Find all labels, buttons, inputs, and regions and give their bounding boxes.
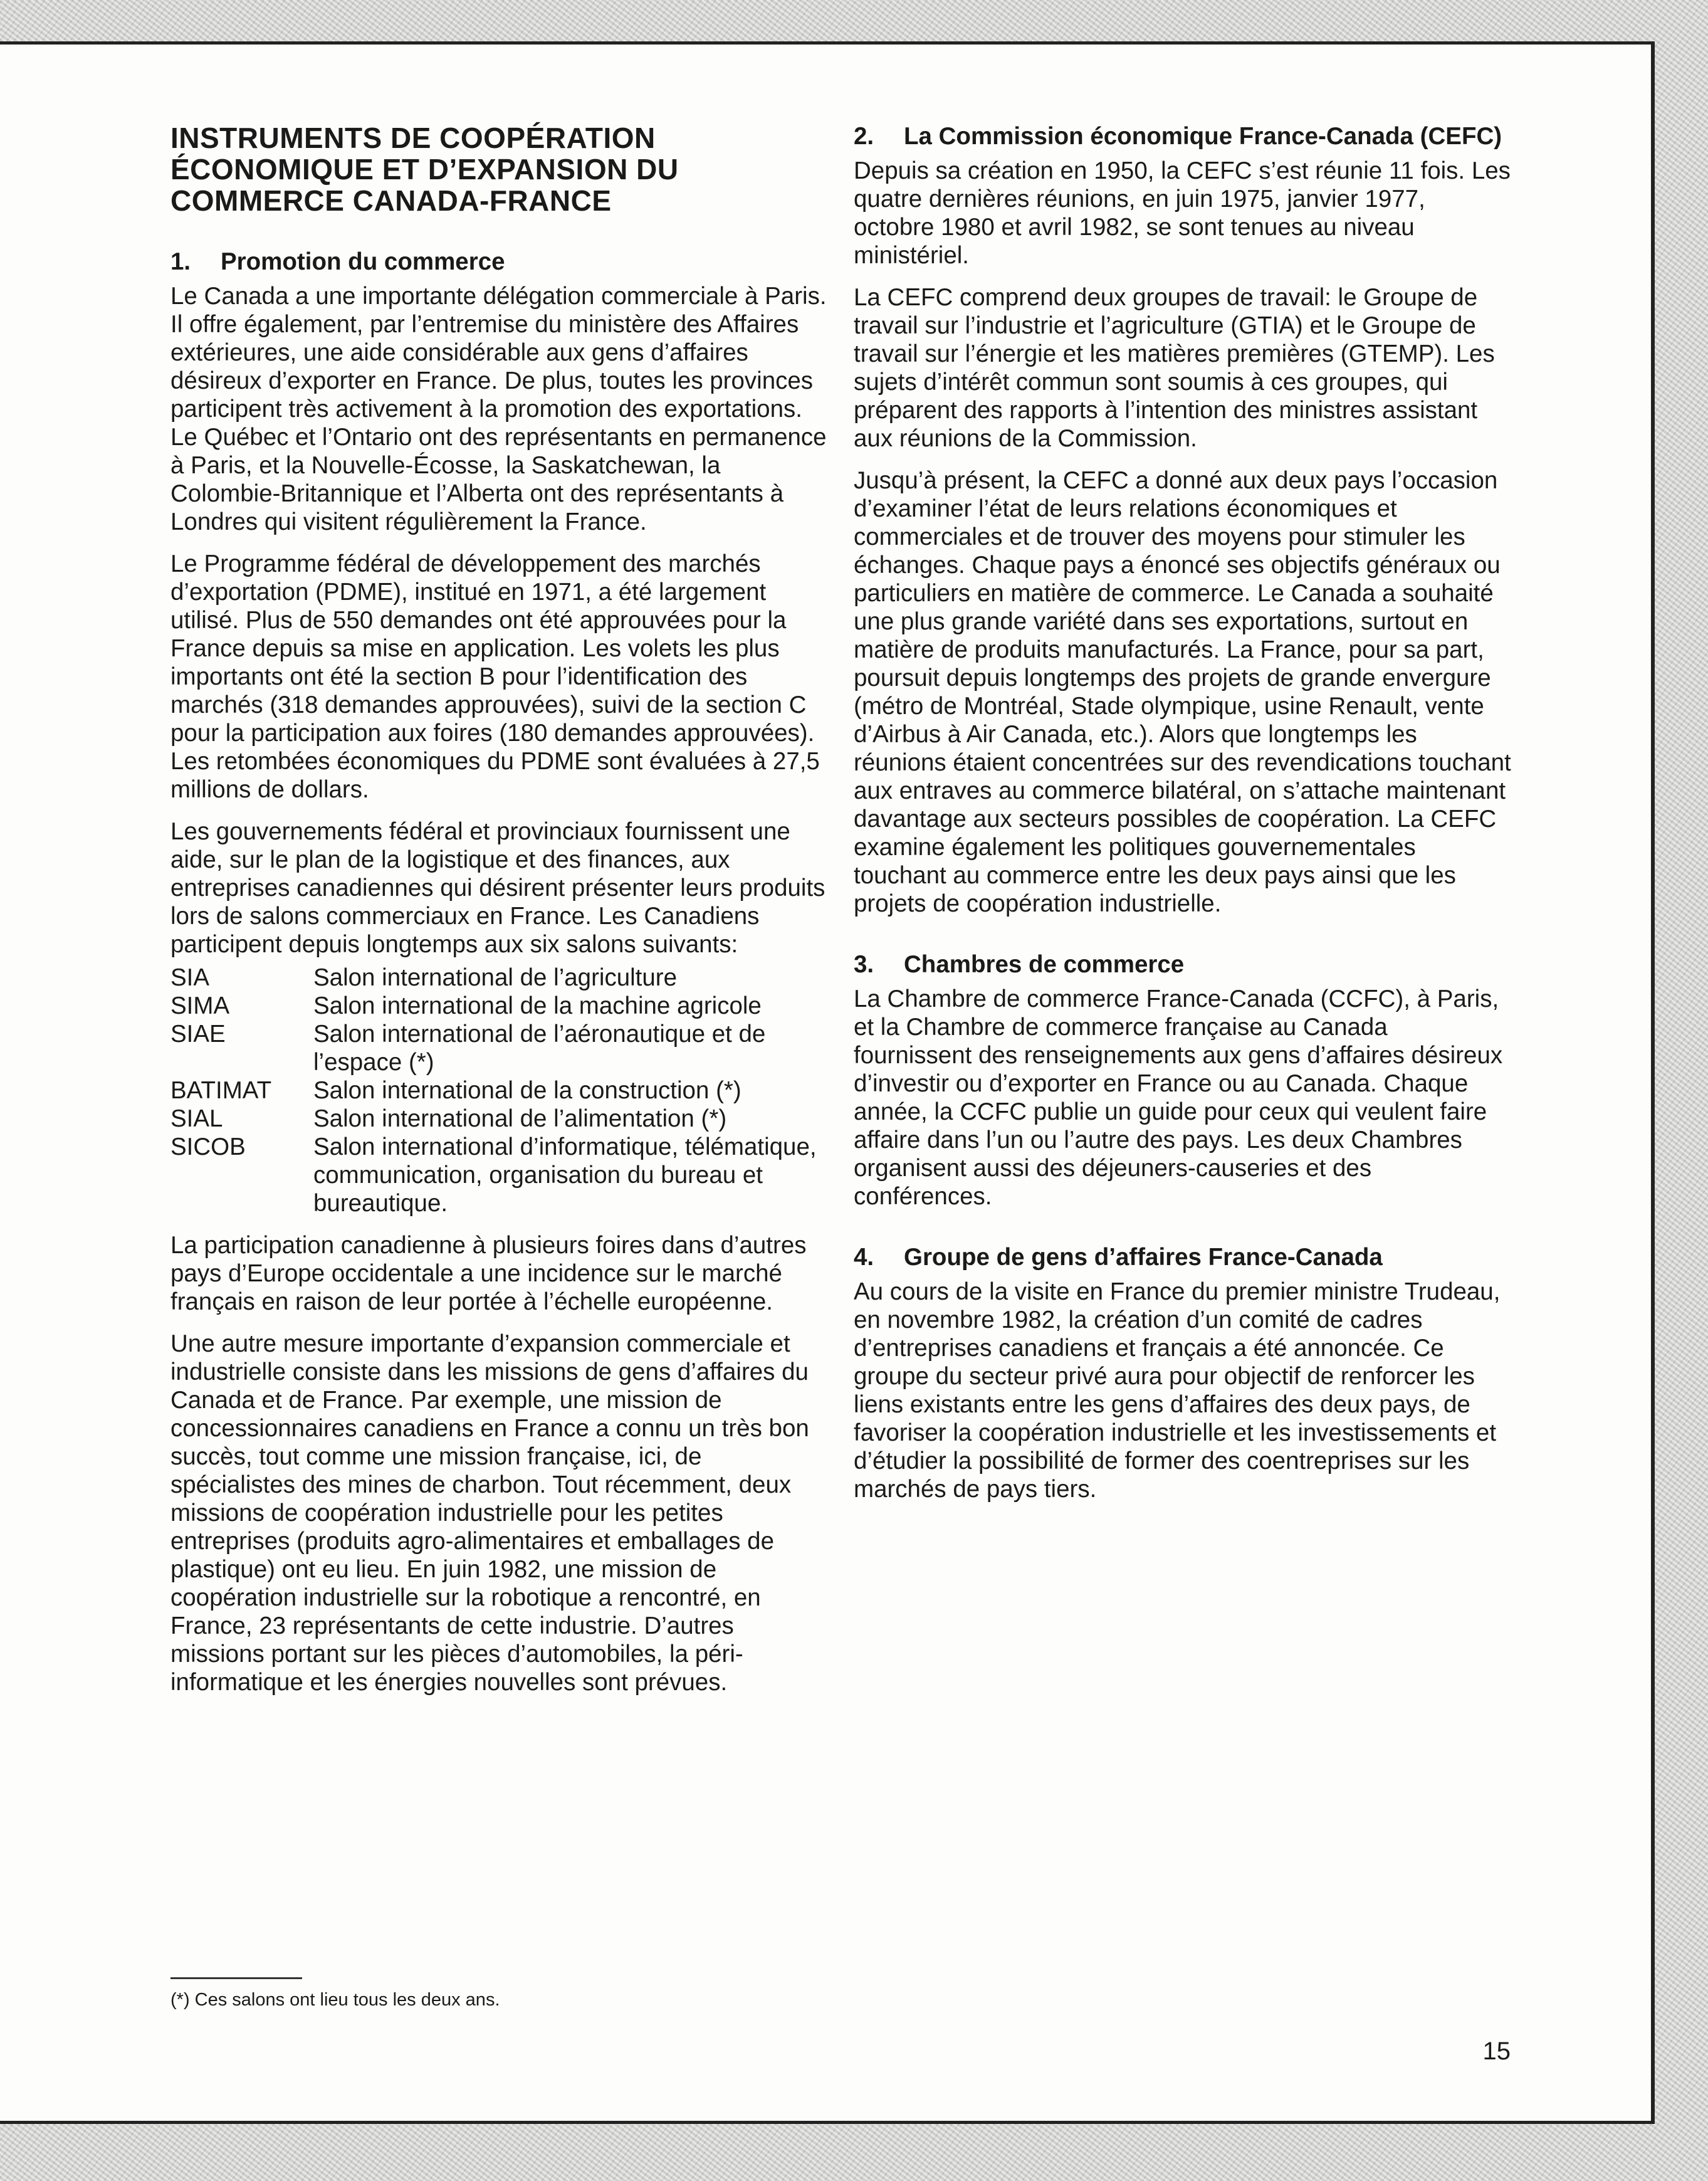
section-4-number: 4. (854, 1244, 874, 1271)
section-1-title: Promotion du commerce (221, 248, 505, 275)
footnote: (*) Ces salons ont lieu tous les deux ans. (170, 1990, 500, 2010)
section-3-title: Chambres de commerce (904, 951, 1185, 978)
left-column (170, 122, 829, 1710)
section-3-number: 3. (854, 951, 874, 978)
paragraph: Au cours de la visite en France du premier ministre Trudeau, en novembre 1982, la création d’un comité de cadres d’entreprises canadiens et français a été annoncée. Ce groupe du secteur privé aura pour objectif de renforcer les liens existants entre les gens d’affaires des deux pays, de favoriser la coopération industrielle et les investissements et d’étudier la possibilité de former des coentreprises sur les marchés de pays tiers. (854, 1278, 1501, 1503)
salon-desc: Salon international de l’agriculture (313, 964, 678, 991)
paragraph: Le Programme fédéral de développement des marchés d’exportation (PDME), institué en 1971, a été largement utilisé. Plus de 550 demandes ont été approuvées pour la France depuis sa mise en application. Les volets les plus importants ont été la section B pour l’identification des marchés (318 demandes approuvées), suivi de la section C pour la participation aux foires (180 demandes approuvées). Les retombées économiques du PDME sont évaluées à 27,5 millions de dollars. (170, 550, 820, 803)
paragraph: La participation canadienne à plusieurs foires dans d’autres pays d’Europe occidentale a une incidence sur le marché français en raison de leur portée à l’échelle européenne. (170, 1232, 807, 1315)
salon-abbr: BATIMAT (170, 1077, 272, 1104)
footnote-rule (170, 1977, 302, 1979)
salon-item (170, 992, 829, 1020)
paragraph: Jusqu’à présent, la CEFC a donné aux deux pays l’occasion d’examiner l’état de leurs relations économiques et commerciales et de trouver des moyens pour stimuler les échanges. Chaque pays a énoncé ses objectifs généraux ou particuliers en matière de commerce. Le Canada a souhaité une plus grande variété dans ses exportations, surtout en matière de produits manufacturés. La France, pour sa part, poursuit depuis longtemps des projets de grande envergure (métro de Montréal, Stade olympique, usine Renault, vente d’Airbus à Air Canada, etc.). Alors que longtemps les réunions étaient concentrées sur des revendications touchant aux entraves au commerce bilatéral, on s’attache maintenant davantage aux secteurs possibles de coopération. La CEFC examine également les politiques gouvernementales touchant au commerce entre les deux pays ainsi que les projets de coopération industrielle. (854, 467, 1511, 917)
paragraph: Le Canada a une importante délégation commerciale à Paris. Il offre également, par l’entremise du ministère des Affaires extérieures, une aide considérable aux gens d’affaires désireux d’exporter en France. De plus, toutes les provinces participent très activement à la promotion des exportations. Le Québec et l’Ontario ont des représentants en permanence à Paris, et la Nouvelle-Écosse, la Saskatchewan, la Colombie-Britannique et l’Alberta ont des représentants à Londres qui visitent régulièrement la France. (170, 283, 827, 535)
section-3-heading (854, 950, 1512, 979)
section-4-title: Groupe de gens d’affaires France-Canada (904, 1244, 1383, 1271)
salon-item (170, 964, 829, 992)
section-2-heading (854, 122, 1512, 150)
salon-desc: Salon international de la machine agricole (313, 992, 762, 1019)
paragraph: Depuis sa création en 1950, la CEFC s’est réunie 11 fois. Les quatre dernières réunions, en juin 1975, janvier 1977, octobre 1980 et avril 1982, se sont tenues au niveau ministériel. (854, 157, 1511, 269)
salon-desc: Salon international de l’aéronautique et de l’espace (*) (313, 1021, 766, 1076)
section-spacer (854, 932, 1512, 950)
salon-item (170, 1105, 829, 1133)
section-4-heading (854, 1243, 1512, 1271)
page-number: 15 (1482, 2037, 1511, 2065)
paragraph: Les gouvernements fédéral et provinciaux fournissent une aide, sur le plan de la logistique et des finances, aux entreprises canadiennes qui désirent présenter leurs produits lors de salons commerciaux en France. Les Canadiens participent depuis longtemps aux six salons suivants: (170, 818, 825, 958)
salon-abbr: SIAE (170, 1021, 226, 1048)
salon-abbr: SIA (170, 964, 210, 991)
salon-desc: Salon international de l’alimentation (*) (313, 1105, 727, 1132)
section-1-heading (170, 248, 829, 276)
salon-abbr: SIAL (170, 1105, 223, 1132)
right-column (854, 122, 1512, 1517)
salon-item (170, 1133, 829, 1217)
salon-list (170, 964, 829, 1217)
section-2-number: 2. (854, 123, 874, 150)
section-1-number: 1. (170, 248, 191, 275)
paragraph: Une autre mesure importante d’expansion commerciale et industrielle consiste dans les missions de gens d’affaires du Canada et de France. Par exemple, une mission de concessionnaires canadiens en France a connu un très bon succès, tout comme une mission française, ici, de spécialistes des mines de charbon. Tout récemment, deux missions de coopération industrielle pour les petites entreprises (produits agro-alimentaires et emballages de plastique) ont eu lieu. En juin 1982, une mission de coopération industrielle sur la robotique a rencontré, en France, 23 représentants de cette industrie. D’autres missions portant sur les pièces d’automobiles, la péri-informatique et les énergies nouvelles sont prévues. (170, 1330, 809, 1696)
paragraph: La CEFC comprend deux groupes de travail: le Groupe de travail sur l’industrie et l’agriculture (GTIA) et le Groupe de travail sur l’énergie et les matières premières (GTEMP). Les sujets d’intérêt commun sont soumis à ces groupes, qui préparent des rapports à l’intention des ministres assistant aux réunions de la Commission. (854, 284, 1495, 452)
salon-item (170, 1020, 829, 1076)
salon-abbr: SICOB (170, 1133, 246, 1160)
salon-desc: Salon international d’informatique, télématique, communication, organisation du bureau et bureautique. (313, 1133, 817, 1217)
salon-desc: Salon international de la construction (*) (313, 1077, 741, 1104)
paragraph: La Chambre de commerce France-Canada (CCFC), à Paris, et la Chambre de commerce française au Canada fournissent des renseignements aux gens d’affaires désireux d’investir ou d’exporter en France ou au Canada. Chaque année, la CCFC publie un guide pour ceux qui veulent faire affaire dans l’un ou l’autre des pays. Les deux Chambres organisent aussi des déjeuners-causeries et des conférences. (854, 985, 1503, 1210)
section-2-title: La Commission économique France-Canada (CEFC) (904, 123, 1502, 150)
salon-abbr: SIMA (170, 992, 230, 1019)
page-title: INSTRUMENTS DE COOPÉRATION ÉCONOMIQUE ET D’EXPANSION DU COMMERCE CANADA-FRANCE (170, 122, 679, 217)
section-spacer (854, 1224, 1512, 1243)
salon-item (170, 1076, 829, 1105)
